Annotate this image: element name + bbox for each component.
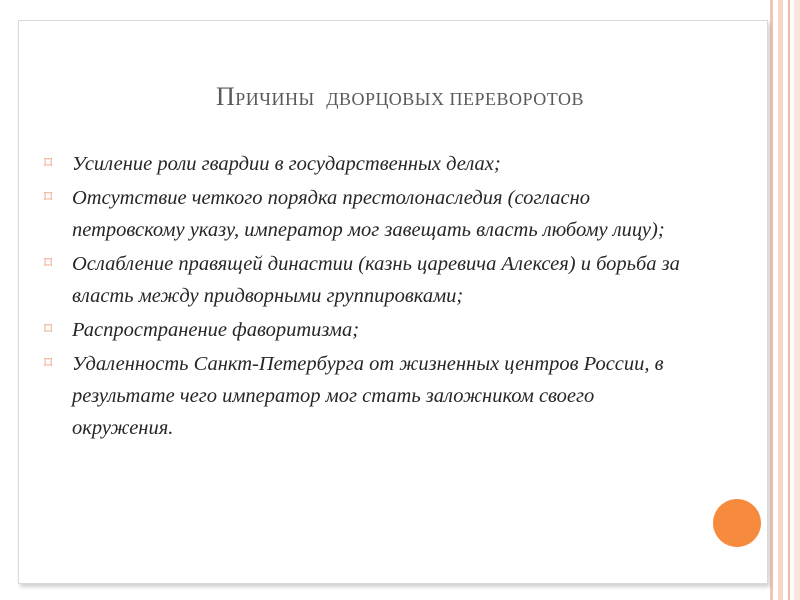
bullet-text: Распространение фаворитизма; <box>72 319 360 341</box>
bullet-item <box>44 248 684 312</box>
bullet-icon: ⌑ <box>44 189 53 206</box>
bullet-text: Отсутствие четкого порядка престолонаследия (согласно петровскому указу, император мог завещать власть любому лицу); <box>72 187 665 241</box>
bullet-text: Усиление роли гвардии в государственных делах; <box>72 153 501 175</box>
bullet-list <box>44 148 684 446</box>
bullet-text: Ослабление правящей династии (казнь царевича Алексея) и борьба за власть между придворными группировками; <box>72 253 680 307</box>
bullet-icon: ⌑ <box>44 155 53 172</box>
title-word-2: ДВОРЦОВЫХ ПЕРЕВОРОТОВ <box>326 89 584 109</box>
title-word-1: РИЧИНЫ <box>235 89 315 109</box>
bullet-item <box>44 314 684 346</box>
bullet-icon: ⌑ <box>44 355 53 372</box>
title-initial: П <box>216 82 236 111</box>
bullet-item <box>44 148 684 180</box>
bullet-item <box>44 348 684 444</box>
bullet-item <box>44 182 684 246</box>
slide-title <box>0 82 800 112</box>
bullet-icon: ⌑ <box>44 321 53 338</box>
bullet-icon: ⌑ <box>44 255 53 272</box>
orange-circle-decoration <box>713 499 761 547</box>
bullet-text: Удаленность Санкт-Петербурга от жизненных центров России, в результате чего император мог стать заложником своего окружения. <box>72 353 664 439</box>
